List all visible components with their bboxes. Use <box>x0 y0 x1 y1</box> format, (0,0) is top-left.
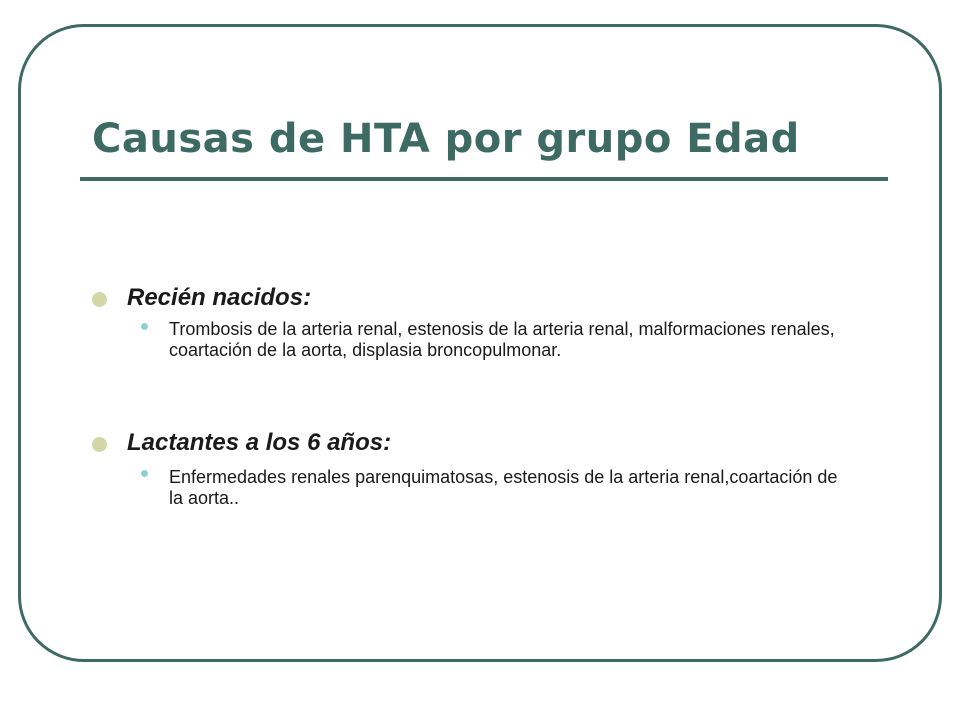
section-heading-newborns: Recién nacidos: <box>127 284 312 311</box>
bullet-dot-icon <box>92 292 107 307</box>
sub-bullet-dot-icon <box>141 323 148 330</box>
sub-bullet-dot-icon <box>141 470 148 477</box>
slide-title: Causas de HTA por grupo Edad <box>92 116 800 162</box>
section-detail-newborns: Trombosis de la arteria renal, estenosis de la arteria renal, malformaciones renales, coartación de la aorta, displasia broncopulmonar. <box>169 319 835 360</box>
section-heading-infants: Lactantes a los 6 años: <box>127 429 392 456</box>
bullet-dot-icon <box>92 437 107 452</box>
section-detail-infants: Enfermedades renales parenquimatosas, estenosis de la arteria renal,coartación de la aorta.. <box>169 467 838 508</box>
